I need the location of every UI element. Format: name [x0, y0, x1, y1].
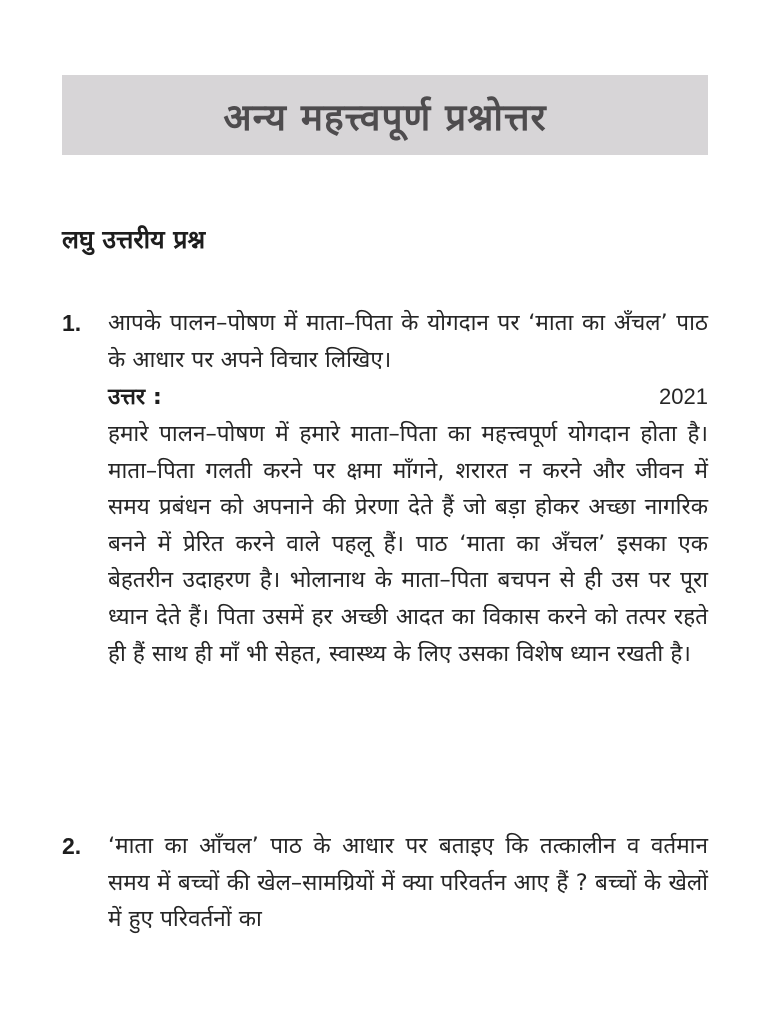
- chapter-banner: [62, 75, 708, 155]
- question-text: आपके पालन–पोषण में माता–पिता के योगदान पर ‘माता का अँचल’ पाठ के आधार पर अपने विचार लिखिए।: [108, 310, 708, 373]
- answer-header: [108, 378, 708, 416]
- question-number: 2.: [62, 833, 82, 859]
- question-item: [62, 828, 708, 938]
- section-heading: लघु उत्तरीय प्रश्न: [62, 225, 206, 254]
- exam-year: 2021: [659, 384, 708, 409]
- question-body: [108, 828, 708, 938]
- answer-label: उत्तर :: [108, 384, 162, 410]
- question-number: 1.: [62, 310, 82, 336]
- question-item: [62, 305, 708, 672]
- question-text: ‘माता का आँचल’ पाठ के आधार पर बताइए कि तत्कालीन व वर्तमान समय में बच्चों की खेल–सामग्रियों में क्या परिवर्तन आए हैं ? बच्चों के खेलों में हुए परिवर्तनों का: [108, 833, 708, 932]
- question-body: [108, 305, 708, 672]
- chapter-title: अन्य महत्त्वपूर्ण प्रश्नोत्तर: [223, 95, 547, 139]
- answer-text: हमारे पालन–पोषण में हमारे माता–पिता का महत्त्वपूर्ण योगदान होता है। माता–पिता गलती करने पर क्षमा माँगने, शरारत न करने और जीवन में समय प्रबंधन को अपनाने की प्रेरणा देते हैं जो बड़ा होकर अच्छा नागरिक बनने में प्रेरित करने वाले पहलू हैं। पाठ ‘माता का अँचल’ इसका एक बेहतरीन उदाहरण है। भोलानाथ के माता–पिता बचपन से ही उस पर पूरा ध्यान देते हैं। पिता उसमें हर अच्छी आदत का विकास करने को तत्पर रहते ही हैं साथ ही माँ भी सेहत, स्वास्थ्य के लिए उसका विशेष ध्यान रखती है।: [108, 421, 708, 667]
